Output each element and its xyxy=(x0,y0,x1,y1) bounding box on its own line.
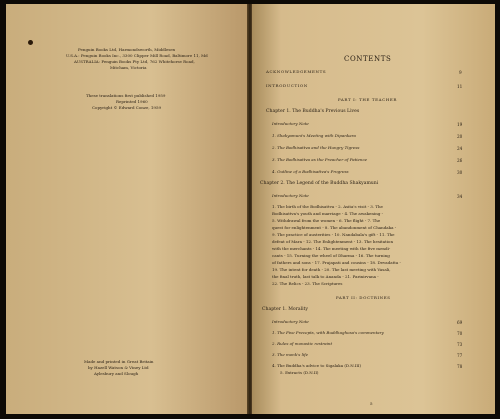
edition-line-2: Reprinted 1960 xyxy=(116,99,148,104)
printer-line-1: Made and printed in Great Britain xyxy=(84,359,154,364)
chapter-3-item: 5. Extracts (D.N.II) xyxy=(280,370,319,375)
ink-spot xyxy=(28,40,33,45)
chapter-2-summary-line: 9. The practice of austerities - 10. Nandabala's gift - 11. The xyxy=(272,232,395,237)
imprint-line-1: Penguin Books Ltd, Harmondsworth, Middlesex xyxy=(78,47,176,52)
chapter-2-summary-line: 19. The intent for death - 20. The last meeting with Vasali, xyxy=(272,267,391,272)
chapter-3-item: 3. The monk's life xyxy=(272,352,309,357)
edition-line-3: Copyright © Edward Conze, 1959 xyxy=(92,105,162,110)
chapter-2-summary-line: 5. Withdrawal from the women - 6. The flight - 7. The xyxy=(272,218,381,223)
chapter-1-title: Chapter 1. The Buddha's Previous Lives xyxy=(266,109,360,114)
chapter-2-summary-line: cants - 15. Turning the wheel of Dharma - 16. The turning xyxy=(272,253,390,258)
chapter-3-intro-page: 69 xyxy=(457,320,463,325)
chapter-1-item: 1. Shakyamuni's Meeting with Dipankara xyxy=(272,133,356,138)
printer-line-2: by Hazell Watson & Viney Ltd xyxy=(88,365,149,370)
chapter-2-title: Chapter 2. The Legend of the Buddha Shakyamuni xyxy=(260,181,379,186)
chapter-3-item-page: 78 xyxy=(457,364,463,369)
chapter-3-item: 2. Rules of monastic restraint xyxy=(272,341,333,346)
chapter-3-item-page: 77 xyxy=(457,353,463,358)
chapter-2-summary-line: the final truth, last talk to Ananda - 21. Parinirvana - xyxy=(272,274,379,279)
chapter-2-summary-line: with the merchants - 14. The meeting with the five mendi- xyxy=(272,246,391,251)
right-page xyxy=(252,4,495,414)
chapter-1-item-page: 24 xyxy=(457,146,463,151)
chapter-2-intro-page: 34 xyxy=(457,194,463,199)
chapter-1-intro: Introductory Note xyxy=(272,121,309,126)
chapter-2-intro: Introductory Note xyxy=(272,193,309,198)
chapter-1-item-page: 30 xyxy=(457,170,463,175)
chapter-1-item: 2. The Bodhisattva and the Hungry Tigress xyxy=(272,145,360,150)
chapter-3-title: Chapter 1. Morality xyxy=(262,307,309,312)
edition-line-1: These translations first published 1959 xyxy=(86,93,166,98)
imprint-line-4: Mitcham, Victoria xyxy=(110,65,147,70)
chapter-3-item-page: 70 xyxy=(457,331,463,336)
imprint-line-3: AUSTRALIA: Penguin Books Pty Ltd, 762 Whitehorse Road, xyxy=(74,59,195,64)
chapter-2-summary-line: of fathers and sons - 17. Prajapati and cousins - 18. Devadatta - xyxy=(272,260,401,265)
printer-line-3: Aylesbury and Slough xyxy=(94,371,139,376)
folio-number: 5 xyxy=(370,401,373,406)
chapter-3-item-page: 73 xyxy=(457,342,463,347)
chapter-2-summary-line: defeat of Mara - 12. The Enlightenment - 13. The hesitation xyxy=(272,239,394,244)
front-page-introduction: 11 xyxy=(457,84,463,89)
chapter-1-intro-page: 19 xyxy=(457,122,463,127)
chapter-1-item-page: 26 xyxy=(457,158,463,163)
chapter-3-intro: Introductory Note xyxy=(272,319,309,324)
chapter-1-item: 3. The Bodhisattva as the Preacher of Patience xyxy=(272,157,368,162)
chapter-2-summary-line: 1. The birth of the Bodhisattva - 2. Asita's visit - 3. The xyxy=(272,204,383,209)
front-item-acknowledgements: ACKNOWLEDGEMENTS xyxy=(266,69,327,74)
chapter-2-summary-line: quest for enlightenment - 8. The abandonment of Chandaka - xyxy=(272,225,397,230)
chapter-3-item: 4. The Buddha's advice to Sigalaka (D.N.III) xyxy=(272,363,362,368)
chapter-2-summary-line: 22. The Relics - 23. The Scriptures xyxy=(272,281,343,286)
left-page xyxy=(6,4,248,414)
contents-heading: CONTENTS xyxy=(344,55,392,63)
chapter-3-item: 1. The Five Precepts, with Buddhaghosa's commentary xyxy=(272,330,384,335)
chapter-1-item: 4. Outline of a Bodhisattva's Progress xyxy=(272,169,349,174)
chapter-1-item-page: 20 xyxy=(457,134,463,139)
front-item-introduction: INTRODUCTION xyxy=(266,83,308,88)
chapter-2-summary-line: Bodhisattva's youth and marriage - 4. The awakening - xyxy=(272,211,384,216)
part-1-heading: PART I: THE TEACHER xyxy=(338,97,397,102)
front-page-acknowledgements: 9 xyxy=(459,70,462,75)
imprint-line-2: U.S.A.: Penguin Books Inc., 3300 Clipper Mill Road, Baltimore 11, Md xyxy=(66,53,208,58)
part-2-heading: PART II: DOCTRINES xyxy=(336,295,391,300)
